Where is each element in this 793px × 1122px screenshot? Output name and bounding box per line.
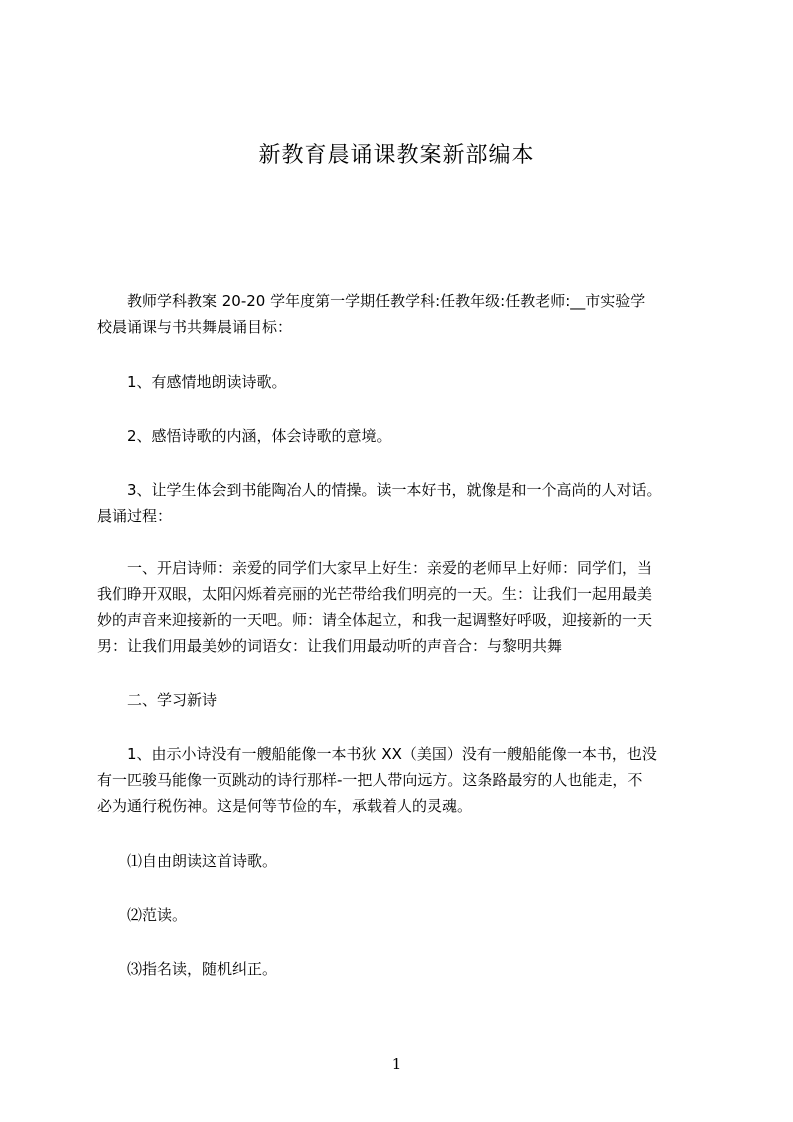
text-line: ⑴自由朗读这首诗歌。 <box>97 852 278 870</box>
text-line: 二、学习新诗 <box>97 691 218 709</box>
paragraph-section-2-heading <box>97 687 697 713</box>
paragraph-step-1 <box>97 848 697 874</box>
paragraph-goal-3 <box>97 477 697 529</box>
text-line: 男：让我们用最美妙的词语女：让我们用最动听的声音合：与黎明共舞 <box>97 637 563 655</box>
text-line: 3、让学生体会到书能陶冶人的情操。读一本好书，就像是和一个高尚的人对话。 <box>97 481 662 499</box>
text-line: 1、有感情地朗读诗歌。 <box>97 373 287 391</box>
text-line: 1、由示小诗没有一艘船能像一本书狄 XX（美国）没有一艘船能像一本书，也没 <box>97 745 657 763</box>
paragraph-section-1 <box>97 555 697 659</box>
text-line: ⑵范读。 <box>97 906 188 924</box>
text-line: 2、感悟诗歌的内涵，体会诗歌的意境。 <box>97 427 392 445</box>
paragraph-goal-2 <box>97 423 697 449</box>
text-line: 校晨诵课与书共舞晨诵目标： <box>97 318 293 336</box>
paragraph-goal-1 <box>97 369 697 395</box>
document-title: 新教育晨诵课教案新部编本 <box>258 143 535 168</box>
page-number: 1 <box>391 1055 402 1073</box>
text-line: 有一匹骏马能像一页跳动的诗行那样-一把人带向远方。这条路最穷的人也能走，不 <box>97 771 643 789</box>
text-line: 一、开启诗师：亲爱的同学们大家早上好生：亲爱的老师早上好师：同学们，当 <box>97 559 653 577</box>
text-line: 教师学科教案 20-20 学年度第一学期任教学科:任教年级:任教老师:__市实验学 <box>97 292 646 310</box>
paragraph-step-2 <box>97 902 697 928</box>
text-line: 妙的声音来迎接新的一天吧。师：请全体起立，和我一起调整好呼吸，迎接新的一天 <box>97 611 653 629</box>
text-line: 我们睁开双眼，太阳闪烁着亮丽的光芒带给我们明亮的一天。生：让我们一起用最美 <box>97 585 653 603</box>
text-line: 晨诵过程： <box>97 507 173 525</box>
paragraph-step-3 <box>97 956 697 982</box>
paragraph-poem <box>97 741 697 819</box>
text-line: ⑶指名读，随机纠正。 <box>97 960 278 978</box>
paragraph-intro <box>97 288 697 340</box>
text-line: 必为通行税伤神。这是何等节俭的车，承载着人的灵魂。 <box>97 797 473 815</box>
